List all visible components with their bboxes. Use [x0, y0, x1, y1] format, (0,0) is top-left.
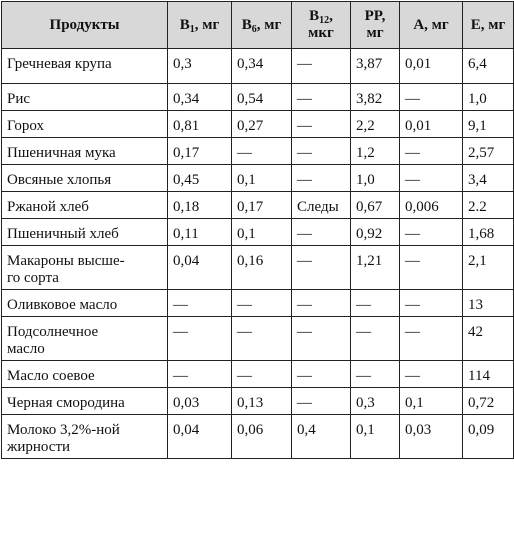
cell-pp: 0,1 — [351, 415, 400, 459]
cell-e: 3,4 — [463, 165, 514, 192]
cell-b6: 0,34 — [232, 49, 292, 84]
header-b1: $B_1$, мг — [168, 2, 232, 49]
cell-a: 0,006 — [400, 192, 463, 219]
header-e: E, мг — [463, 2, 514, 49]
cell-b1: 0,18 — [168, 192, 232, 219]
table-row — [2, 138, 514, 165]
cell-b12: 0,4 — [292, 415, 351, 459]
cell-e: 1,68 — [463, 219, 514, 246]
cell-pp: 0,92 — [351, 219, 400, 246]
table-row — [2, 219, 514, 246]
cell-a: 0,1 — [400, 388, 463, 415]
cell-b12: — — [292, 290, 351, 317]
table-row — [2, 84, 514, 111]
cell-b6: 0,27 — [232, 111, 292, 138]
cell-b6: — — [232, 290, 292, 317]
cell-a: 0,03 — [400, 415, 463, 459]
table-body — [2, 49, 514, 459]
cell-product: Макароны высше- го сорта — [2, 246, 168, 290]
cell-pp: 3,82 — [351, 84, 400, 111]
table-row — [2, 49, 514, 84]
cell-pp: 1,21 — [351, 246, 400, 290]
cell-b1: 0,04 — [168, 415, 232, 459]
cell-e: 9,1 — [463, 111, 514, 138]
cell-product: Гречневая крупа — [2, 49, 168, 84]
cell-b12: — — [292, 165, 351, 192]
cell-a: — — [400, 290, 463, 317]
cell-b1: — — [168, 317, 232, 361]
cell-e: 6,4 — [463, 49, 514, 84]
cell-product: Подсолнечное масло — [2, 317, 168, 361]
cell-b12: — — [292, 219, 351, 246]
cell-pp: 0,3 — [351, 388, 400, 415]
header-products: Продукты — [2, 2, 168, 49]
cell-b1: — — [168, 361, 232, 388]
cell-e: 1,0 — [463, 84, 514, 111]
cell-pp: 0,67 — [351, 192, 400, 219]
cell-b6: 0,54 — [232, 84, 292, 111]
cell-a: — — [400, 165, 463, 192]
table-row — [2, 290, 514, 317]
cell-a: 0,01 — [400, 49, 463, 84]
cell-pp: — — [351, 290, 400, 317]
cell-product: Черная смородина — [2, 388, 168, 415]
cell-b6: — — [232, 138, 292, 165]
header-b6: $B_6$, мг — [232, 2, 292, 49]
cell-b6: 0,16 — [232, 246, 292, 290]
cell-pp: 3,87 — [351, 49, 400, 84]
cell-a: — — [400, 138, 463, 165]
cell-product: Масло соевое — [2, 361, 168, 388]
table-row — [2, 388, 514, 415]
cell-b1: 0,45 — [168, 165, 232, 192]
header-pp: PP, мг — [351, 2, 400, 49]
table-row — [2, 317, 514, 361]
cell-pp: — — [351, 361, 400, 388]
cell-a: — — [400, 317, 463, 361]
cell-a: — — [400, 219, 463, 246]
table-row — [2, 361, 514, 388]
cell-e: 2.2 — [463, 192, 514, 219]
cell-product: Ржаной хлеб — [2, 192, 168, 219]
cell-pp: 2,2 — [351, 111, 400, 138]
cell-b12: — — [292, 388, 351, 415]
cell-b12: — — [292, 111, 351, 138]
cell-b6: — — [232, 361, 292, 388]
cell-b1: 0,34 — [168, 84, 232, 111]
cell-pp: 1,2 — [351, 138, 400, 165]
cell-b12: — — [292, 49, 351, 84]
cell-product: Пшеничная мука — [2, 138, 168, 165]
cell-b6: — — [232, 317, 292, 361]
cell-b12: — — [292, 246, 351, 290]
cell-a: — — [400, 84, 463, 111]
vitamin-content-table — [1, 1, 514, 459]
cell-b12: — — [292, 84, 351, 111]
header-b12: $B_{12}$, мкг — [292, 2, 351, 49]
cell-b12: — — [292, 361, 351, 388]
cell-e: 0,72 — [463, 388, 514, 415]
cell-b1: 0,17 — [168, 138, 232, 165]
cell-product: Оливковое масло — [2, 290, 168, 317]
cell-b12: Следы — [292, 192, 351, 219]
cell-b6: 0,1 — [232, 165, 292, 192]
cell-pp: 1,0 — [351, 165, 400, 192]
cell-e: 2,1 — [463, 246, 514, 290]
cell-e: 13 — [463, 290, 514, 317]
cell-product: Овсяные хлопья — [2, 165, 168, 192]
cell-a: — — [400, 361, 463, 388]
table-row — [2, 415, 514, 459]
cell-product: Пшеничный хлеб — [2, 219, 168, 246]
cell-e: 2,57 — [463, 138, 514, 165]
cell-product: Рис — [2, 84, 168, 111]
cell-e: 42 — [463, 317, 514, 361]
cell-product: Горох — [2, 111, 168, 138]
cell-b1: 0,3 — [168, 49, 232, 84]
cell-e: 114 — [463, 361, 514, 388]
table-header — [2, 2, 514, 49]
cell-b6: 0,1 — [232, 219, 292, 246]
cell-b1: 0,03 — [168, 388, 232, 415]
cell-e: 0,09 — [463, 415, 514, 459]
header-a: A, мг — [400, 2, 463, 49]
cell-b1: 0,11 — [168, 219, 232, 246]
cell-a: 0,01 — [400, 111, 463, 138]
cell-b1: 0,81 — [168, 111, 232, 138]
header-row — [2, 2, 514, 49]
cell-b6: 0,17 — [232, 192, 292, 219]
cell-b1: — — [168, 290, 232, 317]
cell-product: Молоко 3,2%-ной жирности — [2, 415, 168, 459]
table-row — [2, 111, 514, 138]
cell-a: — — [400, 246, 463, 290]
table-row — [2, 192, 514, 219]
cell-b12: — — [292, 138, 351, 165]
cell-b6: 0,06 — [232, 415, 292, 459]
cell-b1: 0,04 — [168, 246, 232, 290]
table-row — [2, 165, 514, 192]
cell-pp: — — [351, 317, 400, 361]
cell-b6: 0,13 — [232, 388, 292, 415]
cell-b12: — — [292, 317, 351, 361]
table-row — [2, 246, 514, 290]
